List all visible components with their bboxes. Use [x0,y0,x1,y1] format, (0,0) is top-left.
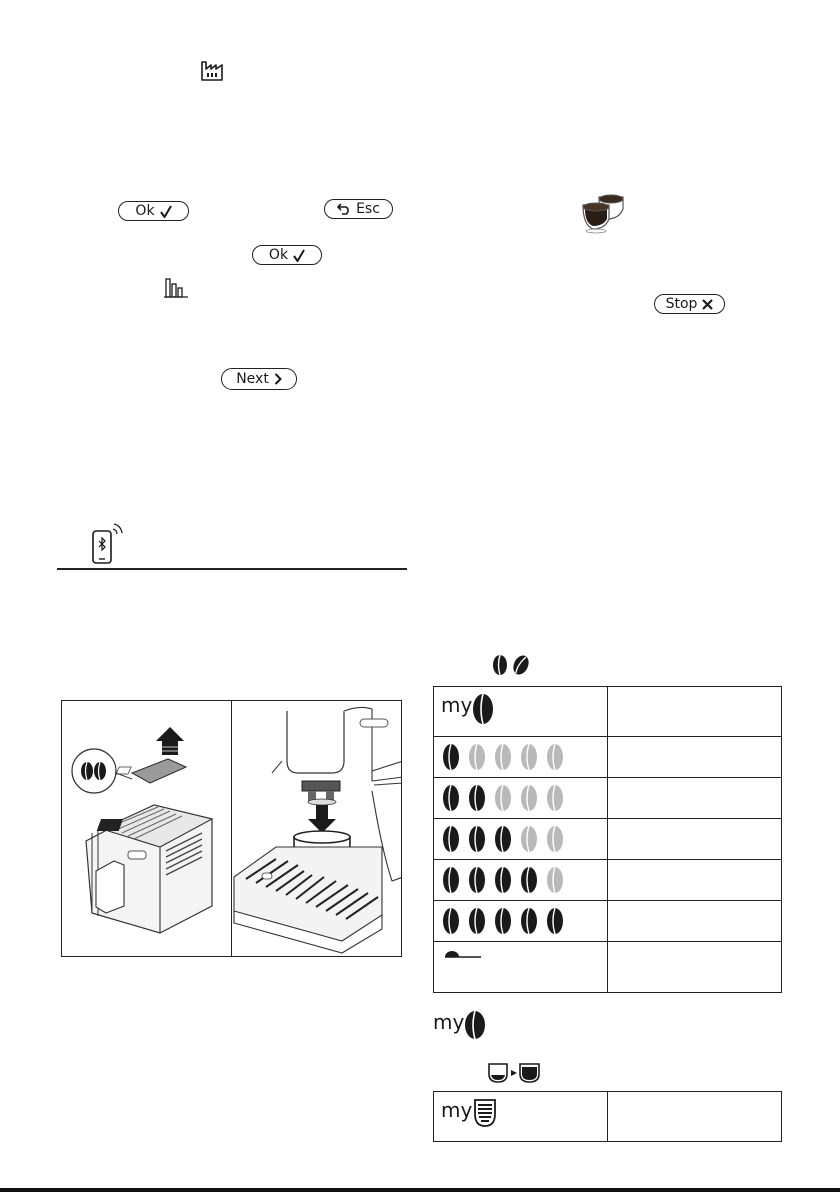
machine-lid-illustration [62,701,231,957]
bean-empty-icon [469,744,485,770]
bean-strength-icons [442,743,592,771]
bean-full-icon [469,785,485,811]
my-prefix: my [441,693,473,717]
bean-empty-icon [547,826,563,852]
aroma-desc-cell [607,901,782,942]
cup-size-arrow-icon [487,1062,543,1084]
stop-button[interactable] [654,294,725,314]
aroma-level-1 [434,737,608,778]
table-row [434,687,782,737]
bean-empty-icon [547,867,563,893]
bean-full-icon [469,908,485,934]
table-row [434,778,782,819]
bar-chart-icon [164,276,188,298]
cup-under-spout-illustration [232,701,402,957]
illustration-frame [61,700,402,957]
chevron-right-icon [274,373,282,385]
ok-label: Ok [135,203,155,219]
spoon-icon [443,948,483,966]
arrow-up-icon [156,727,184,755]
bean-full-icon [469,867,485,893]
bean-full-icon [443,785,459,811]
aroma-level-4 [434,860,608,901]
bean-full-icon [521,867,537,893]
bean-empty-icon [521,785,537,811]
aroma-table [433,686,782,993]
ok-button[interactable] [118,201,189,221]
bean-empty-icon [495,744,511,770]
double-espresso-cups-icon [579,189,627,235]
section-divider [57,568,407,570]
esc-button[interactable] [324,199,393,219]
my-prefix: my [441,1098,473,1122]
aroma-desc-cell [607,778,782,819]
back-arrow-icon [337,203,351,215]
esc-label: Esc [356,201,380,217]
ok-label-2: Ok [268,247,289,263]
bean-full-icon [469,826,485,852]
aroma-desc-cell [607,819,782,860]
next-label: Next [236,371,269,387]
aroma-desc-cell [607,860,782,901]
checkmark-icon [293,249,305,262]
aroma-desc-cell [607,737,782,778]
bean-full-icon [495,826,511,852]
close-icon [702,299,713,310]
checkmark-icon [160,205,172,218]
factory-icon [200,58,226,82]
stop-label: Stop [665,296,698,312]
bean-empty-icon [521,744,537,770]
table-row [434,737,782,778]
two-beans-icon [487,654,541,676]
table-row [434,860,782,901]
bean-full-icon [521,908,537,934]
arrow-down-icon [308,805,336,833]
bluetooth-phone-icon [90,521,126,565]
aroma-ground-cell [434,942,608,993]
bean-icon [464,1010,486,1040]
quantity-table [433,1091,782,1142]
bean-strength-icons [442,907,592,935]
bean-strength-icons [442,866,592,894]
bean-strength-icons [442,784,592,812]
aroma-level-3 [434,819,608,860]
page-bottom-border [0,1188,840,1192]
aroma-level-2 [434,778,608,819]
bean-icon [472,693,494,725]
quantity-desc-cell [607,1092,782,1142]
next-button[interactable] [221,368,297,390]
bean-empty-icon [495,785,511,811]
aroma-level-5 [434,901,608,942]
table-row [434,901,782,942]
bean-full-icon [547,908,563,934]
bean-full-icon [495,867,511,893]
ok-button-2[interactable] [252,245,322,265]
bean-empty-icon [521,826,537,852]
quantity-my-cell [434,1092,608,1142]
cup-level-icon [473,1098,497,1128]
bean-full-icon [443,826,459,852]
aroma-desc-cell [607,942,782,993]
bean-full-icon [495,908,511,934]
bean-strength-icons [442,825,592,853]
bean-full-icon [443,908,459,934]
bean-full-icon [443,867,459,893]
table-row [434,819,782,860]
table-row [434,1092,782,1142]
aroma-desc-cell [607,687,782,737]
my-prefix: my [433,1010,465,1034]
bean-empty-icon [547,744,563,770]
aroma-my-cell [434,687,608,737]
bean-empty-icon [547,785,563,811]
bean-full-icon [443,744,459,770]
table-row [434,942,782,993]
